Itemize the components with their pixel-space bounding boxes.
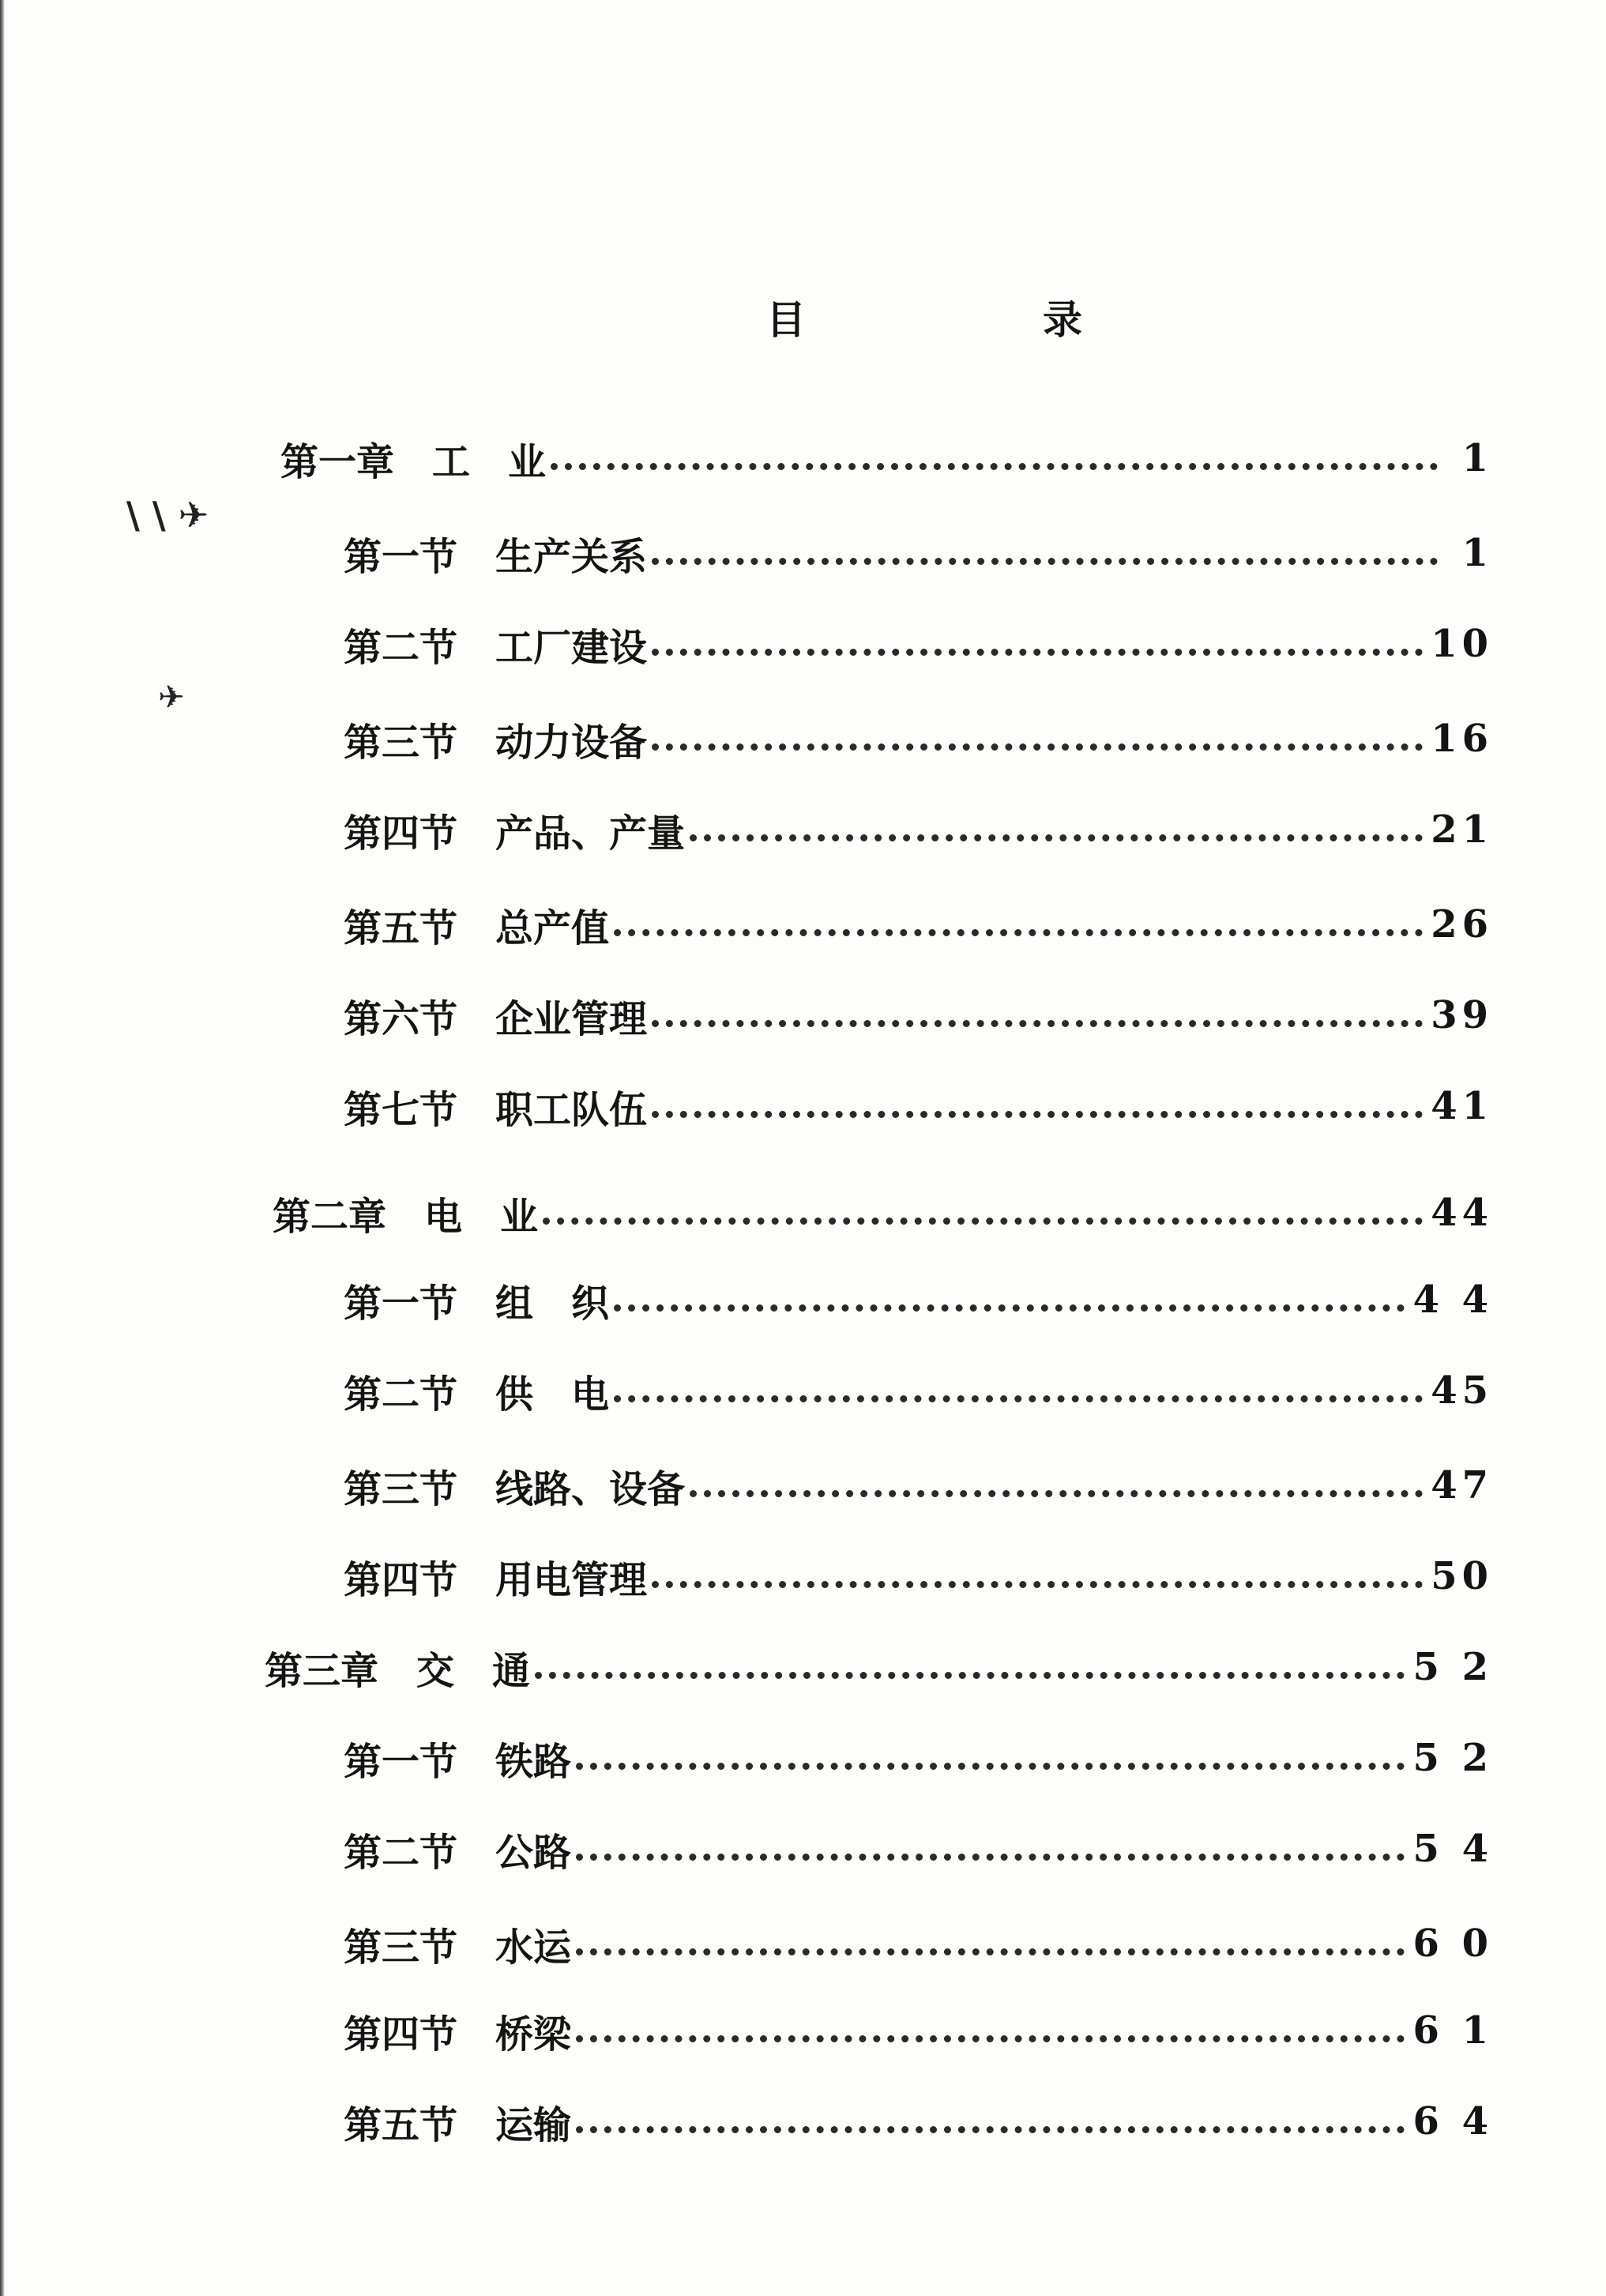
toc-section-row bbox=[344, 1549, 1493, 1604]
toc-entry-label: 第四节 产品、产量 bbox=[344, 811, 686, 856]
dot-leader bbox=[614, 1304, 1405, 1312]
toc-entry-label: 第二章 电 业 bbox=[273, 1194, 539, 1239]
toc-page-number: 41 bbox=[1431, 1084, 1493, 1128]
toc-section-row bbox=[344, 802, 1493, 857]
dot-leader bbox=[652, 743, 1423, 751]
page-title bbox=[766, 288, 1082, 345]
toc-section-row bbox=[344, 1458, 1493, 1513]
toc-section-row bbox=[344, 1730, 1493, 1786]
toc-entry-label: 第三节 动力设备 bbox=[344, 720, 648, 765]
dot-leader bbox=[576, 1854, 1405, 1861]
dot-leader bbox=[614, 929, 1423, 936]
toc-section-row bbox=[344, 711, 1493, 766]
toc-entry-label: 第五节 总产值 bbox=[344, 905, 610, 950]
toc-section-row bbox=[344, 1272, 1493, 1327]
dot-leader bbox=[576, 2035, 1405, 2042]
toc-entry-label: 第二节 工厂建设 bbox=[344, 625, 648, 670]
toc-page-number: 21 bbox=[1431, 807, 1493, 852]
dot-leader bbox=[652, 649, 1423, 656]
dot-leader bbox=[652, 558, 1438, 565]
toc-entry-label: 第七节 职工队伍 bbox=[344, 1087, 648, 1132]
dot-leader bbox=[690, 1490, 1423, 1497]
toc-page-number: 1 bbox=[1461, 436, 1493, 480]
dot-leader bbox=[576, 1948, 1405, 1955]
handwritten-mark: \ \ ✈ bbox=[126, 494, 209, 536]
toc-section-row bbox=[344, 525, 1493, 581]
dot-leader bbox=[551, 463, 1438, 470]
toc-page-number: 1 bbox=[1461, 531, 1493, 575]
title-char-1: 目 bbox=[766, 296, 806, 343]
toc-page-number: 10 bbox=[1431, 622, 1493, 666]
dot-leader bbox=[690, 834, 1423, 841]
toc-page-number: 50 bbox=[1431, 1554, 1493, 1598]
dot-leader bbox=[652, 1020, 1423, 1027]
toc-page-number: 39 bbox=[1431, 993, 1493, 1037]
title-char-2: 录 bbox=[1043, 296, 1082, 343]
toc-entry-label: 第三节 线路、设备 bbox=[344, 1466, 686, 1511]
dot-leader bbox=[535, 1672, 1405, 1679]
toc-section-row bbox=[344, 1821, 1493, 1876]
toc-page-number: 5 2 bbox=[1412, 1645, 1493, 1689]
toc-section-row bbox=[344, 897, 1493, 952]
toc-page-number: 5 2 bbox=[1412, 1736, 1493, 1780]
toc-section-row bbox=[344, 2003, 1493, 2058]
dot-leader bbox=[652, 1111, 1423, 1118]
toc-section-row bbox=[344, 988, 1493, 1043]
dot-leader bbox=[543, 1218, 1423, 1225]
toc-section-row bbox=[344, 616, 1493, 672]
toc-page-number: 26 bbox=[1431, 902, 1493, 947]
toc-page-number: 47 bbox=[1431, 1463, 1493, 1507]
toc-entry-label: 第一节 生产关系 bbox=[344, 534, 648, 579]
toc-page-number: 6 0 bbox=[1412, 1921, 1493, 1966]
toc-entry-label: 第三章 交 通 bbox=[265, 1648, 531, 1693]
toc-entry-label: 第六节 企业管理 bbox=[344, 996, 648, 1041]
toc-chapter-row bbox=[280, 431, 1493, 486]
toc-page-number: 44 bbox=[1431, 1191, 1493, 1235]
toc-page-number: 45 bbox=[1431, 1368, 1493, 1413]
toc-section-row bbox=[344, 1078, 1493, 1134]
toc-entry-label: 第五节 运输 bbox=[344, 2102, 572, 2147]
toc-entry-label: 第二节 供 电 bbox=[344, 1372, 610, 1417]
toc-entry-label: 第四节 用电管理 bbox=[344, 1557, 648, 1602]
toc-entry-label: 第一节 组 织 bbox=[344, 1281, 610, 1326]
toc-chapter-row bbox=[273, 1185, 1493, 1240]
toc-page-number: 16 bbox=[1431, 717, 1493, 761]
toc-page-number: 6 1 bbox=[1412, 2008, 1493, 2053]
dot-leader bbox=[614, 1395, 1423, 1402]
dot-leader bbox=[576, 2126, 1405, 2133]
toc-entry-label: 第四节 桥梁 bbox=[344, 2012, 572, 2057]
toc-page-number: 5 4 bbox=[1412, 1827, 1493, 1871]
toc-page-number: 6 4 bbox=[1412, 2099, 1493, 2144]
toc-page-number: 4 4 bbox=[1412, 1278, 1493, 1322]
toc-entry-label: 第一节 铁路 bbox=[344, 1739, 572, 1784]
toc-chapter-row bbox=[265, 1639, 1493, 1695]
toc-entry-label: 第三节 水运 bbox=[344, 1925, 572, 1970]
toc-section-row bbox=[344, 1916, 1493, 1971]
handwritten-mark: ✈ bbox=[158, 679, 185, 716]
toc-section-row bbox=[344, 1363, 1493, 1418]
toc-entry-label: 第一章 工 业 bbox=[280, 439, 547, 484]
toc-section-row bbox=[344, 2094, 1493, 2149]
page-spine-edge bbox=[0, 0, 5, 2296]
dot-leader bbox=[652, 1581, 1423, 1588]
dot-leader bbox=[576, 1763, 1405, 1770]
toc-entry-label: 第二节 公路 bbox=[344, 1830, 572, 1875]
